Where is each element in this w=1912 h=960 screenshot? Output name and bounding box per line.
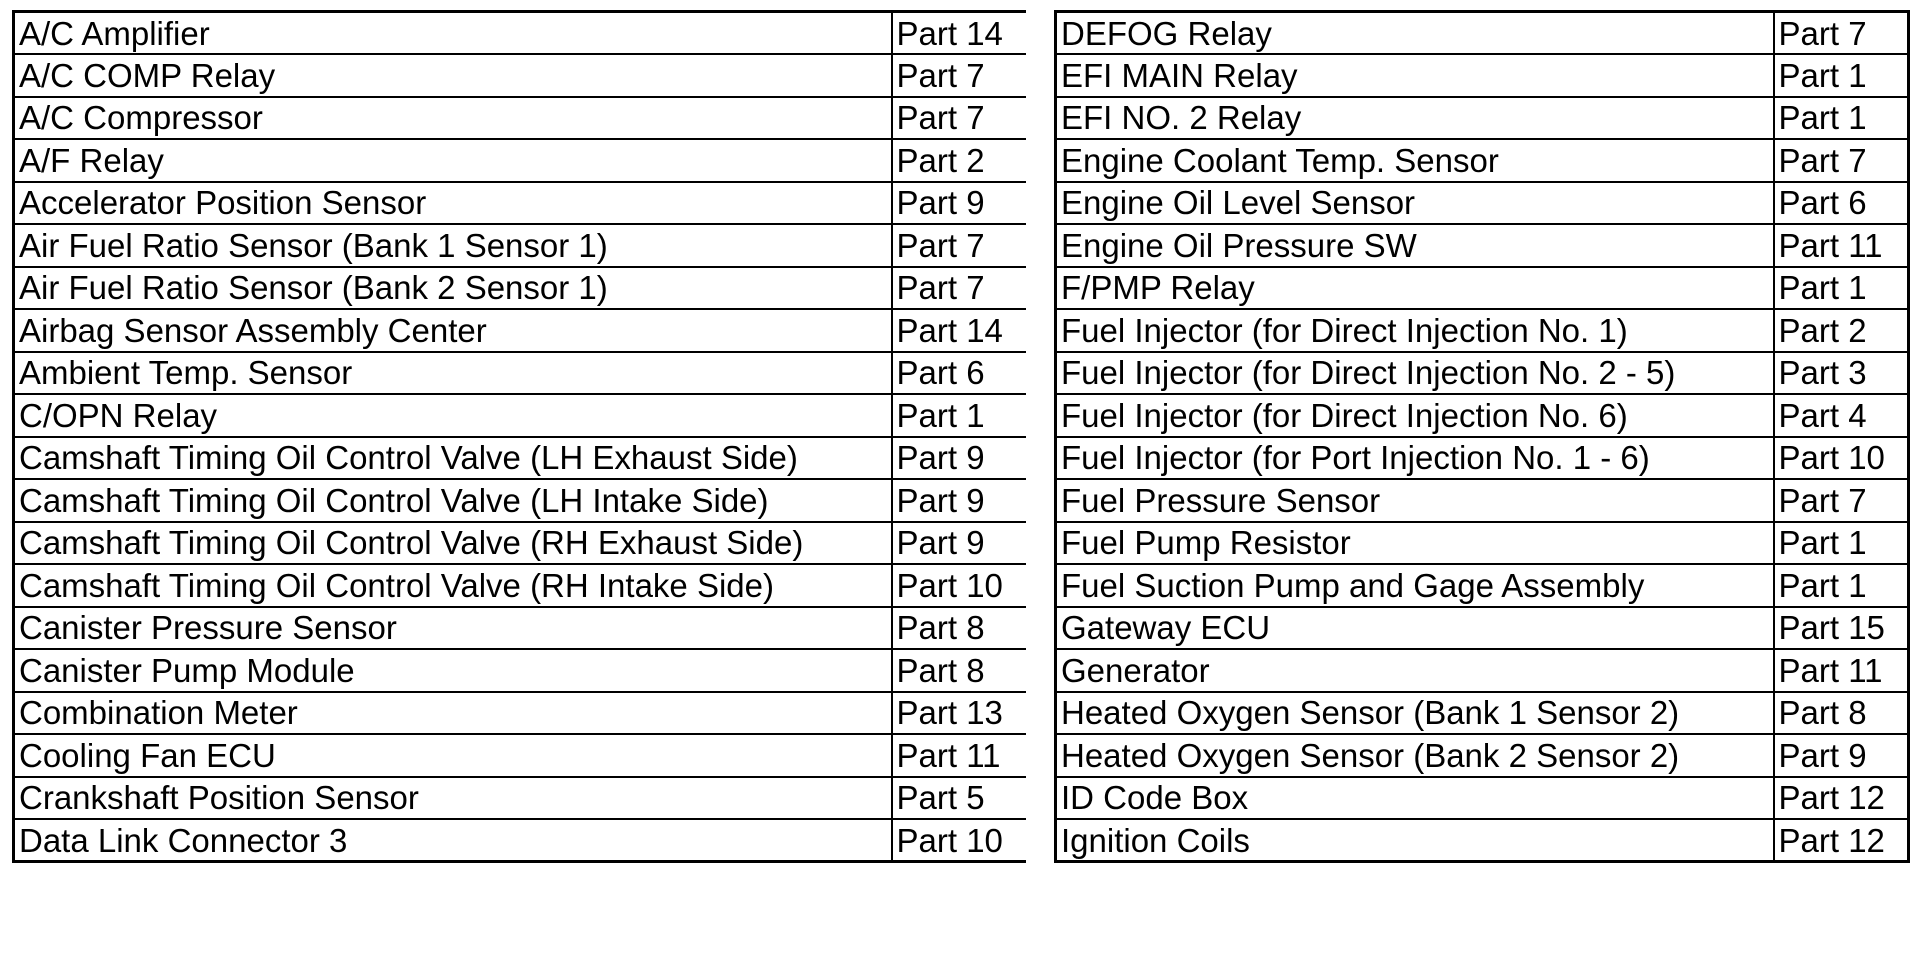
component-name-cell: Canister Pump Module (14, 649, 892, 692)
part-reference-cell: Part 9 (1774, 734, 1909, 777)
component-name-cell: Data Link Connector 3 (14, 819, 892, 862)
table-row (14, 12, 1028, 55)
table-row (14, 267, 1028, 310)
component-name-cell: Fuel Pressure Sensor (1056, 479, 1774, 522)
component-name-cell: Camshaft Timing Oil Control Valve (RH Intake Side) (14, 564, 892, 607)
part-reference-cell: Part 7 (892, 224, 1028, 267)
column-gap (1026, 10, 1054, 947)
table-row (14, 777, 1028, 820)
component-name-cell: ID Code Box (1056, 777, 1774, 820)
part-reference-cell: Part 7 (1774, 12, 1909, 55)
part-reference-cell: Part 1 (1774, 267, 1909, 310)
table-row (1056, 819, 1909, 862)
part-reference-cell: Part 1 (892, 394, 1028, 437)
component-name-cell: Engine Oil Pressure SW (1056, 224, 1774, 267)
component-name-cell: Fuel Injector (for Direct Injection No. 2 - 5) (1056, 352, 1774, 395)
component-name-cell: A/C COMP Relay (14, 54, 892, 97)
table-body-right (1056, 12, 1909, 862)
component-name-cell: Fuel Injector (for Direct Injection No. 6) (1056, 394, 1774, 437)
component-name-cell: Cooling Fan ECU (14, 734, 892, 777)
part-reference-cell: Part 1 (1774, 97, 1909, 140)
table-row (1056, 564, 1909, 607)
component-name-cell: Fuel Pump Resistor (1056, 522, 1774, 565)
part-reference-cell: Part 6 (892, 352, 1028, 395)
component-name-cell: Accelerator Position Sensor (14, 182, 892, 225)
part-reference-cell: Part 10 (892, 819, 1028, 862)
component-name-cell: Fuel Suction Pump and Gage Assembly (1056, 564, 1774, 607)
table-row (14, 394, 1028, 437)
component-name-cell: EFI MAIN Relay (1056, 54, 1774, 97)
table-row (1056, 394, 1909, 437)
part-reference-cell: Part 8 (892, 607, 1028, 650)
table-row (14, 97, 1028, 140)
component-name-cell: Heated Oxygen Sensor (Bank 2 Sensor 2) (1056, 734, 1774, 777)
part-reference-cell: Part 1 (1774, 564, 1909, 607)
part-reference-cell: Part 7 (892, 97, 1028, 140)
table-row (14, 819, 1028, 862)
part-reference-cell: Part 7 (892, 267, 1028, 310)
part-reference-cell: Part 4 (1774, 394, 1909, 437)
table-row (1056, 692, 1909, 735)
table-row (1056, 437, 1909, 480)
component-name-cell: Air Fuel Ratio Sensor (Bank 1 Sensor 1) (14, 224, 892, 267)
part-reference-cell: Part 9 (892, 437, 1028, 480)
part-reference-cell: Part 7 (1774, 139, 1909, 182)
part-reference-cell: Part 8 (892, 649, 1028, 692)
table-row (1056, 352, 1909, 395)
table-row (1056, 267, 1909, 310)
component-name-cell: Crankshaft Position Sensor (14, 777, 892, 820)
part-reference-cell: Part 14 (892, 309, 1028, 352)
table-row (1056, 12, 1909, 55)
table-row (1056, 182, 1909, 225)
table-row (14, 522, 1028, 565)
table-row (1056, 54, 1909, 97)
table-row (14, 607, 1028, 650)
component-name-cell: Fuel Injector (for Direct Injection No. 1) (1056, 309, 1774, 352)
component-name-cell: A/C Amplifier (14, 12, 892, 55)
component-name-cell: Ambient Temp. Sensor (14, 352, 892, 395)
part-reference-cell: Part 7 (892, 54, 1028, 97)
part-reference-cell: Part 13 (892, 692, 1028, 735)
part-reference-cell: Part 11 (1774, 649, 1909, 692)
part-reference-cell: Part 10 (1774, 437, 1909, 480)
table-row (14, 564, 1028, 607)
table-row (14, 139, 1028, 182)
part-reference-cell: Part 12 (1774, 777, 1909, 820)
component-name-cell: Generator (1056, 649, 1774, 692)
component-name-cell: Combination Meter (14, 692, 892, 735)
component-name-cell: F/PMP Relay (1056, 267, 1774, 310)
part-reference-cell: Part 12 (1774, 819, 1909, 862)
part-reference-cell: Part 6 (1774, 182, 1909, 225)
component-name-cell: C/OPN Relay (14, 394, 892, 437)
part-reference-cell: Part 10 (892, 564, 1028, 607)
component-index-table-left (12, 10, 1029, 863)
part-reference-cell: Part 9 (892, 522, 1028, 565)
component-name-cell: Fuel Injector (for Port Injection No. 1 - 6) (1056, 437, 1774, 480)
table-row (14, 224, 1028, 267)
table-row (14, 182, 1028, 225)
part-reference-cell: Part 2 (1774, 309, 1909, 352)
table-row (14, 479, 1028, 522)
component-name-cell: Canister Pressure Sensor (14, 607, 892, 650)
table-row (1056, 224, 1909, 267)
table-row (14, 54, 1028, 97)
table-body-left (14, 12, 1028, 862)
component-name-cell: Engine Coolant Temp. Sensor (1056, 139, 1774, 182)
part-reference-cell: Part 2 (892, 139, 1028, 182)
part-reference-cell: Part 1 (1774, 522, 1909, 565)
table-row (14, 734, 1028, 777)
table-row (1056, 139, 1909, 182)
table-row (14, 352, 1028, 395)
part-reference-cell: Part 15 (1774, 607, 1909, 650)
table-row (1056, 649, 1909, 692)
component-name-cell: Airbag Sensor Assembly Center (14, 309, 892, 352)
table-row (14, 309, 1028, 352)
part-reference-cell: Part 7 (1774, 479, 1909, 522)
part-reference-cell: Part 5 (892, 777, 1028, 820)
component-name-cell: Heated Oxygen Sensor (Bank 1 Sensor 2) (1056, 692, 1774, 735)
table-row (14, 437, 1028, 480)
table-row (1056, 522, 1909, 565)
component-index-table-right (1054, 10, 1910, 863)
table-row (14, 649, 1028, 692)
part-reference-cell: Part 11 (1774, 224, 1909, 267)
table-row (1056, 607, 1909, 650)
part-reference-cell: Part 14 (892, 12, 1028, 55)
component-name-cell: Air Fuel Ratio Sensor (Bank 2 Sensor 1) (14, 267, 892, 310)
component-name-cell: Camshaft Timing Oil Control Valve (LH Intake Side) (14, 479, 892, 522)
part-reference-cell: Part 9 (892, 479, 1028, 522)
component-name-cell: A/C Compressor (14, 97, 892, 140)
component-name-cell: Engine Oil Level Sensor (1056, 182, 1774, 225)
component-name-cell: A/F Relay (14, 139, 892, 182)
table-row (1056, 777, 1909, 820)
part-reference-cell: Part 8 (1774, 692, 1909, 735)
component-name-cell: DEFOG Relay (1056, 12, 1774, 55)
component-name-cell: Camshaft Timing Oil Control Valve (LH Exhaust Side) (14, 437, 892, 480)
table-row (1056, 97, 1909, 140)
part-reference-cell: Part 11 (892, 734, 1028, 777)
table-row (14, 692, 1028, 735)
component-name-cell: Camshaft Timing Oil Control Valve (RH Exhaust Side) (14, 522, 892, 565)
component-name-cell: EFI NO. 2 Relay (1056, 97, 1774, 140)
part-reference-cell: Part 9 (892, 182, 1028, 225)
part-reference-cell: Part 3 (1774, 352, 1909, 395)
component-name-cell: Gateway ECU (1056, 607, 1774, 650)
table-row (1056, 479, 1909, 522)
table-row (1056, 309, 1909, 352)
table-row (1056, 734, 1909, 777)
part-reference-cell: Part 1 (1774, 54, 1909, 97)
component-name-cell: Ignition Coils (1056, 819, 1774, 862)
